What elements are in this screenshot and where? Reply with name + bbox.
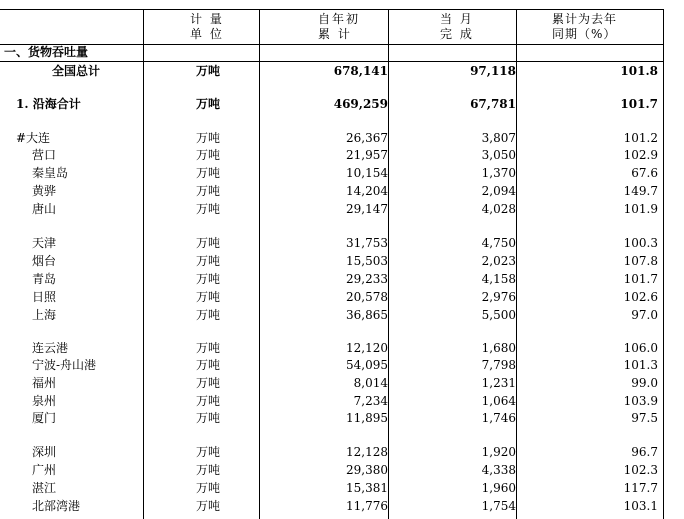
section-title: 一、货物吞吐量 <box>4 45 89 59</box>
total-yoy: 101.8 <box>620 64 658 78</box>
port-unit: 万吨 <box>196 463 221 477</box>
port-name: 宁波-舟山港 <box>32 358 97 372</box>
port-name: 唐山 <box>32 202 57 216</box>
port-yoy: 101.7 <box>623 272 658 286</box>
table-row <box>0 462 684 479</box>
port-month: 1,064 <box>481 394 516 408</box>
port-month: 2,023 <box>481 254 516 268</box>
port-unit: 万吨 <box>196 184 221 198</box>
port-yoy: 101.9 <box>623 202 658 216</box>
port-ytd: 29,147 <box>346 202 388 216</box>
port-yoy: 101.3 <box>623 358 658 372</box>
port-name: 天津 <box>32 236 57 250</box>
port-unit: 万吨 <box>196 131 221 145</box>
port-month: 1,754 <box>481 499 516 513</box>
table-row <box>0 183 684 200</box>
port-month: 4,028 <box>481 202 516 216</box>
port-name: 泉州 <box>32 394 57 408</box>
port-month: 1,746 <box>481 411 516 425</box>
port-unit: 万吨 <box>196 290 221 304</box>
port-month: 1,920 <box>481 445 516 459</box>
port-ytd: 20,578 <box>346 290 388 304</box>
port-month: 4,750 <box>481 236 516 250</box>
port-name: 广州 <box>32 463 57 477</box>
port-month: 7,798 <box>481 358 516 372</box>
port-yoy: 97.0 <box>631 308 658 322</box>
header-ytd-line1: 自年初 <box>318 12 361 26</box>
port-ytd: 7,234 <box>353 394 388 408</box>
port-ytd: 11,895 <box>346 411 388 425</box>
port-unit: 万吨 <box>196 148 221 162</box>
total-name: 全国总计 <box>52 64 101 78</box>
table-row <box>0 201 684 218</box>
port-unit: 万吨 <box>196 254 221 268</box>
port-yoy: 100.3 <box>623 236 658 250</box>
coastal-unit: 万吨 <box>196 97 221 111</box>
port-yoy: 96.7 <box>631 445 658 459</box>
port-ytd: 11,776 <box>346 499 388 513</box>
port-yoy: 149.7 <box>623 184 658 198</box>
port-yoy: 101.2 <box>623 131 658 145</box>
port-unit: 万吨 <box>196 236 221 250</box>
table-row <box>0 235 684 252</box>
port-name: 深圳 <box>32 445 57 459</box>
table-row <box>0 393 684 410</box>
port-yoy: 67.6 <box>631 166 658 180</box>
coastal-ytd: 469,259 <box>333 97 388 111</box>
table-row <box>0 410 684 427</box>
port-name: 青岛 <box>32 272 57 286</box>
section-title-row <box>0 44 684 61</box>
port-month: 1,680 <box>481 341 516 355</box>
port-ytd: 15,381 <box>346 481 388 495</box>
port-unit: 万吨 <box>196 394 221 408</box>
port-unit: 万吨 <box>196 166 221 180</box>
header-month-line2: 完 成 <box>440 27 474 41</box>
port-name: 秦皇岛 <box>32 166 69 180</box>
port-unit: 万吨 <box>196 308 221 322</box>
table-row <box>0 375 684 392</box>
port-name: 烟台 <box>32 254 57 268</box>
port-name: #大连 <box>16 131 51 145</box>
port-ytd: 8,014 <box>353 376 388 390</box>
coastal-row <box>0 96 684 113</box>
port-ytd: 10,154 <box>346 166 388 180</box>
port-ytd: 12,128 <box>346 445 388 459</box>
port-month: 2,094 <box>481 184 516 198</box>
port-unit: 万吨 <box>196 376 221 390</box>
table-row <box>0 480 684 497</box>
port-ytd: 29,380 <box>346 463 388 477</box>
coastal-yoy: 101.7 <box>620 97 658 111</box>
port-unit: 万吨 <box>196 341 221 355</box>
port-unit: 万吨 <box>196 272 221 286</box>
port-ytd: 21,957 <box>346 148 388 162</box>
port-name: 厦门 <box>32 411 57 425</box>
port-month: 3,807 <box>481 131 516 145</box>
coastal-month: 67,781 <box>470 97 516 111</box>
header-month <box>440 10 474 44</box>
port-name: 黄骅 <box>32 184 57 198</box>
header-month-line1: 当 月 <box>440 12 474 26</box>
port-yoy: 107.8 <box>623 254 658 268</box>
port-name: 北部湾港 <box>32 499 81 513</box>
port-ytd: 15,503 <box>346 254 388 268</box>
table-row <box>0 253 684 270</box>
port-ytd: 26,367 <box>346 131 388 145</box>
header-yoy-line2: 同期（%） <box>552 27 617 41</box>
port-ytd: 36,865 <box>346 308 388 322</box>
port-unit: 万吨 <box>196 411 221 425</box>
port-month: 1,231 <box>481 376 516 390</box>
table-row <box>0 130 684 147</box>
port-month: 2,976 <box>481 290 516 304</box>
port-month: 1,370 <box>481 166 516 180</box>
section-bottom-border <box>0 61 664 62</box>
port-month: 3,050 <box>481 148 516 162</box>
port-unit: 万吨 <box>196 358 221 372</box>
table-row <box>0 307 684 324</box>
port-unit: 万吨 <box>196 445 221 459</box>
port-ytd: 29,233 <box>346 272 388 286</box>
port-ytd: 14,204 <box>346 184 388 198</box>
port-month: 4,338 <box>481 463 516 477</box>
header-ytd <box>318 10 360 44</box>
header-ytd-line2: 累 计 <box>318 27 352 41</box>
table-row <box>0 271 684 288</box>
table-row <box>0 289 684 306</box>
header-unit-line2: 单 位 <box>190 27 224 41</box>
table-row <box>0 147 684 164</box>
port-yoy: 97.5 <box>631 411 658 425</box>
port-unit: 万吨 <box>196 202 221 216</box>
port-yoy: 117.7 <box>623 481 658 495</box>
header-unit-line1: 计 量 <box>190 12 224 26</box>
table-row <box>0 165 684 182</box>
total-unit: 万吨 <box>196 64 221 78</box>
port-yoy: 103.1 <box>623 499 658 513</box>
table-row <box>0 444 684 461</box>
port-name: 营口 <box>32 148 57 162</box>
port-yoy: 103.9 <box>623 394 658 408</box>
port-name: 上海 <box>32 308 57 322</box>
port-yoy: 102.9 <box>623 148 658 162</box>
table-row <box>0 498 684 515</box>
port-month: 1,960 <box>481 481 516 495</box>
port-name: 湛江 <box>32 481 57 495</box>
port-name: 连云港 <box>32 341 69 355</box>
port-name: 日照 <box>32 290 57 304</box>
port-name: 福州 <box>32 376 57 390</box>
port-yoy: 102.6 <box>623 290 658 304</box>
total-ytd: 678,141 <box>333 64 388 78</box>
total-row <box>0 63 684 80</box>
table-row <box>0 340 684 357</box>
port-month: 5,500 <box>481 308 516 322</box>
total-month: 97,118 <box>470 64 516 78</box>
port-yoy: 99.0 <box>631 376 658 390</box>
coastal-name: 1. 沿海合计 <box>16 97 81 111</box>
port-yoy: 102.3 <box>623 463 658 477</box>
port-unit: 万吨 <box>196 481 221 495</box>
port-unit: 万吨 <box>196 499 221 513</box>
port-month: 4,158 <box>481 272 516 286</box>
header-unit <box>190 10 224 44</box>
table-row <box>0 357 684 374</box>
header-yoy <box>552 10 617 44</box>
port-ytd: 12,120 <box>346 341 388 355</box>
port-ytd: 31,753 <box>346 236 388 250</box>
port-ytd: 54,095 <box>346 358 388 372</box>
port-yoy: 106.0 <box>623 341 658 355</box>
header-yoy-line1: 累计为去年 <box>552 12 618 26</box>
